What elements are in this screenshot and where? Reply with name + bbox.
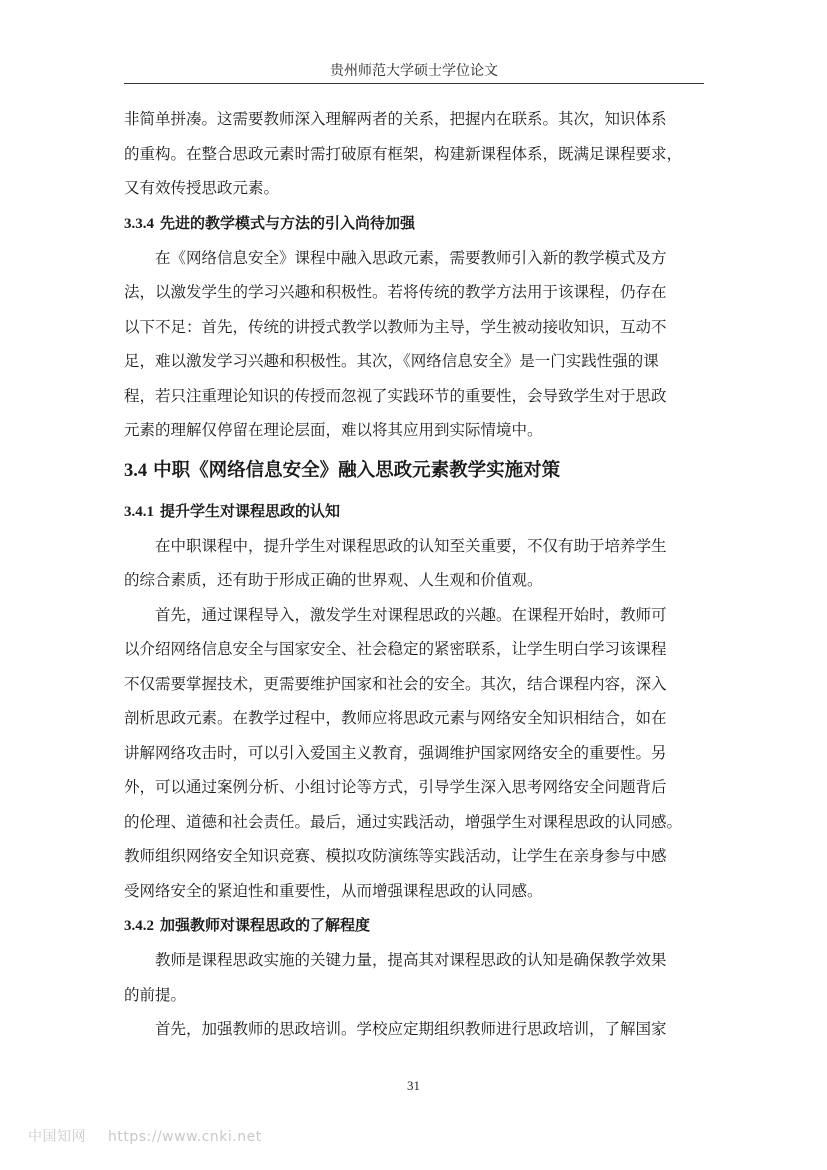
- heading-number: 3.4.1: [124, 503, 154, 520]
- text-line: 又有效传授思政元素。: [124, 179, 280, 197]
- text-line: 外，可以通过案例分析、小组讨论等方式，引导学生深入思考网络安全问题背后: [124, 778, 667, 796]
- heading-text: 加强教师对课程思政的了解程度: [160, 916, 371, 934]
- paragraph: [124, 241, 706, 448]
- heading-number: 3.4.2: [124, 918, 154, 934]
- section-heading-3-3-4: [124, 206, 706, 241]
- text-line: 以下不足：首先，传统的讲授式教学以教师为主导，学生被动接收知识，互动不: [124, 317, 667, 336]
- heading-text: 提升学生对课程思政的认知: [160, 501, 341, 520]
- text-line: 讲解网络攻击时，可以引入爱国主义教育，强调维护国家网络安全的重要性。另: [124, 743, 667, 762]
- heading-text: 中职《网络信息安全》融入思政元素教学实施对策: [153, 459, 561, 481]
- text-line: 的综合素质，还有助于形成正确的世界观、人生观和价值观。: [124, 571, 543, 589]
- heading-number: 3.3.4: [124, 215, 154, 232]
- section-heading-3-4: [124, 448, 706, 494]
- heading-number: 3.4: [124, 460, 148, 481]
- header-title: 贵州师范大学硕士学位论文: [330, 63, 498, 79]
- text-line: 受网络安全的紧迫性和重要性，从而增强课程思政的认同感。: [124, 881, 543, 900]
- text-line: 法，以激发学生的学习兴趣和积极性。若将传统的教学方法用于该课程，仍存在: [124, 283, 667, 301]
- text-line: 元素的理解仅停留在理论层面，难以将其应用到实际情境中。: [124, 421, 543, 439]
- page-number: 31: [407, 1078, 420, 1093]
- text-line: 以介绍网络信息安全与国家安全、社会稳定的紧密联系，让学生明白学习该课程: [124, 640, 667, 658]
- paragraph: [124, 1012, 706, 1047]
- cnki-watermark: [28, 1126, 262, 1146]
- watermark-brand: 中国知网: [28, 1129, 86, 1145]
- text-line: 教师组织网络安全知识竞赛、模拟攻防演练等实践活动，让学生在亲身参与中感: [124, 847, 667, 865]
- text-line: 在《网络信息安全》课程中融入思政元素，需要教师引入新的教学模式及方: [155, 248, 667, 267]
- text-line: 足，难以激发学习兴趣和积极性。其次，《网络信息安全》是一门实践性强的课: [124, 352, 659, 370]
- paragraph: [124, 598, 706, 909]
- section-heading-3-4-1: [124, 494, 706, 529]
- text-line: 不仅需要掌握技术，更需要维护国家和社会的安全。其次，结合课程内容，深入: [124, 674, 667, 693]
- text-line: 首先，加强教师的思政培训。学校应定期组织教师进行思政培训，了解国家: [155, 1020, 667, 1038]
- paragraph: [124, 529, 706, 598]
- text-line: 程，若只注重理论知识的传授而忽视了实践环节的重要性，会导致学生对于思政: [124, 386, 667, 405]
- paragraph: [124, 943, 706, 1012]
- heading-text: 先进的教学模式与方法的引入尚待加强: [160, 213, 416, 232]
- text-line: 的伦理、道德和社会责任。最后，通过实践活动，增强学生对课程思政的认同感。: [124, 812, 683, 831]
- section-heading-3-4-2: [124, 908, 706, 943]
- text-line: 的重构。在整合思政元素时需打破原有框架，构建新课程体系，既满足课程要求，: [124, 144, 683, 163]
- watermark-url: https://www.cnki.net: [108, 1129, 262, 1145]
- text-line: 在中职课程中，提升学生对课程思政的认知至关重要，不仅有助于培养学生: [155, 536, 667, 555]
- body-text: [124, 102, 706, 1047]
- text-line: 剖析思政元素。在教学过程中，教师应将思政元素与网络安全知识相结合，如在: [124, 709, 667, 727]
- text-line: 非简单拼凑。这需要教师深入理解两者的关系，把握内在联系。其次，知识体系: [124, 110, 667, 128]
- text-line: 首先，通过课程导入，激发学生对课程思政的兴趣。在课程开始时，教师可: [155, 605, 667, 624]
- paragraph: [124, 102, 706, 206]
- header-rule: [124, 83, 704, 84]
- text-line: 的前提。: [124, 985, 187, 1004]
- text-line: 教师是课程思政实施的关键力量，提高其对课程思政的认知是确保教学效果: [155, 951, 667, 969]
